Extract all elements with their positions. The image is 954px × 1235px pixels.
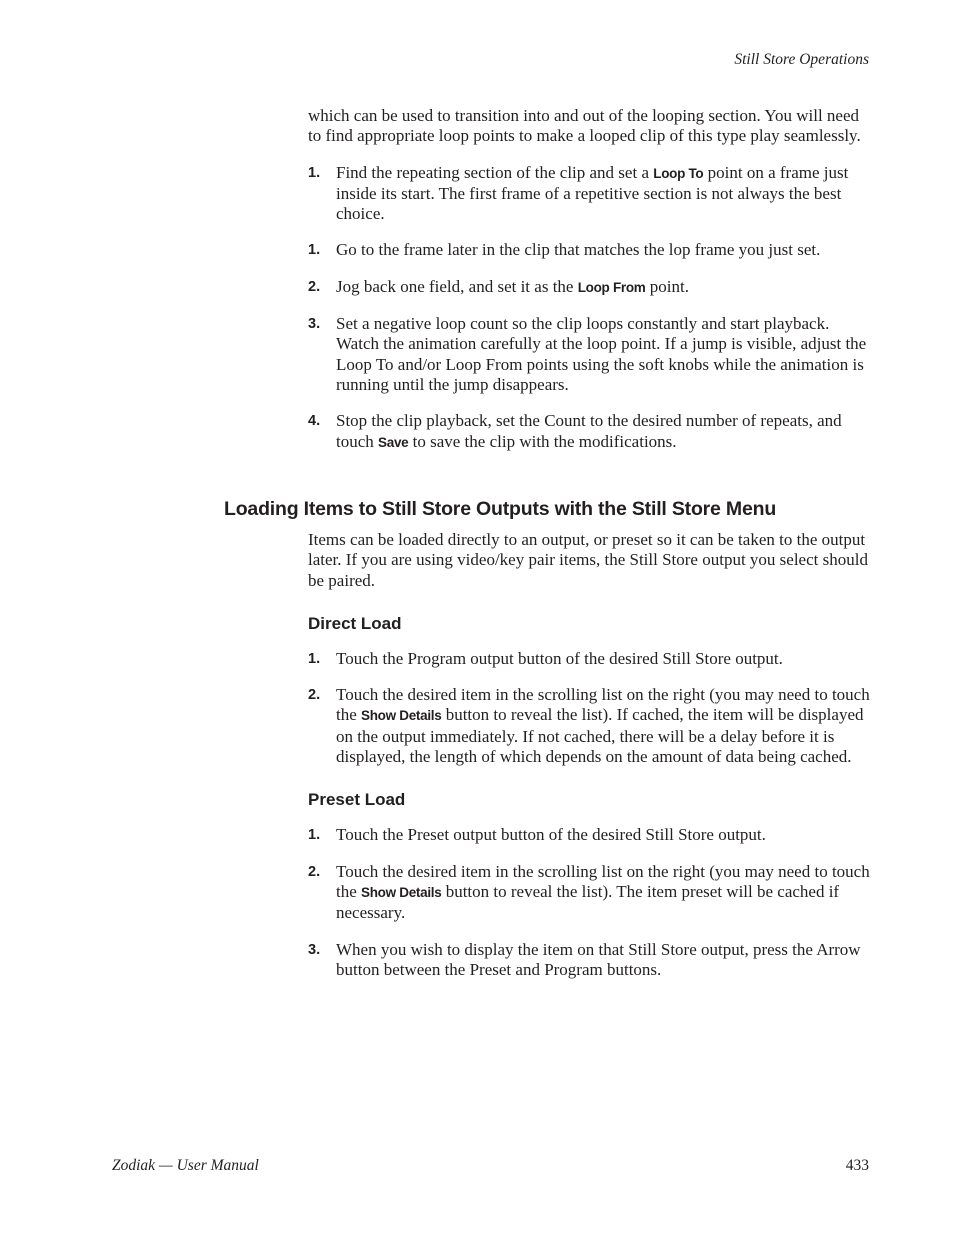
step-number: 1. [308, 827, 321, 844]
step-number: 1. [308, 164, 321, 181]
step-text: Go to the frame later in the clip that matches the lop frame you just set. [336, 240, 821, 260]
ui-label-loop-from: Loop From [577, 279, 646, 295]
section-heading: Loading Items to Still Store Outputs with the Still Store Menu [224, 498, 777, 520]
footer-manual-title: Zodiak — User Manual [112, 1157, 259, 1174]
loop-step-2 [308, 240, 871, 260]
step-number: 2. [308, 278, 321, 295]
step-text: Jog back one field, and set it as the [336, 276, 578, 296]
step-text-cont: point on a frame just inside its start. The first frame of a repetitive section is not always the best choice. [336, 162, 849, 224]
intro-paragraph: which can be used to transition into and out of the looping section. You will need to find appropriate loop points to make a looped clip of this type play seamlessly. [308, 106, 861, 146]
step-text: Touch the desired item in the scrolling list on the right (you may need to touch the [336, 685, 870, 725]
step-text: Touch the Program output button of the desired Still Store output. [336, 648, 783, 668]
ui-label-save: Save [378, 434, 409, 450]
loop-steps [308, 163, 871, 453]
section-intro: Items can be loaded directly to an output, or preset so it can be taken to the output later. If you are using video/key pair items, the Still Store output you select should be paired. [308, 530, 868, 590]
ui-label-show-details: Show Details [361, 708, 442, 724]
page-content [308, 106, 871, 469]
preset-load-step-1 [308, 825, 871, 845]
direct-load-heading: Direct Load [308, 613, 402, 633]
step-number: 2. [308, 863, 321, 880]
step-text: Set a negative loop count so the clip loops constantly and start playback. Watch the animation carefully at the loop point. If a jump is visible, adjust the Loop To and/or Loop From points using the soft knobs while the animation is running until the jump disappears. [336, 314, 867, 394]
loop-step-5 [308, 411, 871, 453]
step-text: When you wish to display the item on that Still Store output, press the Arrow button between the Preset and Program buttons. [336, 939, 861, 979]
step-number: 3. [308, 316, 321, 333]
preset-load-heading: Preset Load [308, 790, 406, 810]
step-number: 3. [308, 941, 321, 958]
step-text: Touch the desired item in the scrolling list on the right (you may need to touch the [336, 861, 870, 901]
step-text-cont: point. [645, 276, 689, 296]
step-number: 2. [308, 687, 321, 704]
step-text-cont: button to reveal the list). If cached, the item will be displayed on the output immediately. If not cached, there will be a delay before it is displayed, the length of which depends on the amount of data being cached. [336, 705, 864, 767]
step-number: 1. [308, 650, 321, 667]
section-content [308, 530, 871, 996]
page-number: 433 [845, 1157, 869, 1174]
running-header: Still Store Operations [734, 51, 869, 68]
direct-load-step-2 [308, 685, 871, 767]
step-text: Find the repeating section of the clip and set a [336, 162, 654, 182]
loop-step-3 [308, 277, 871, 298]
step-number: 4. [308, 413, 321, 430]
step-number: 1. [308, 242, 321, 259]
step-text: Stop the clip playback, set the Count to the desired number of repeats, and touch [336, 411, 842, 451]
step-text-cont: to save the clip with the modifications. [408, 431, 677, 451]
step-text-cont: button to reveal the list). The item preset will be cached if necessary. [336, 881, 840, 923]
ui-label-show-details: Show Details [361, 884, 442, 900]
loop-step-4 [308, 314, 871, 395]
preset-load-step-3 [308, 940, 871, 981]
ui-label-loop-to: Loop To [653, 165, 704, 181]
step-text: Touch the Preset output button of the desired Still Store output. [336, 825, 766, 845]
preset-load-step-2 [308, 862, 871, 924]
loop-step-1 [308, 163, 871, 225]
direct-load-step-1 [308, 649, 871, 669]
